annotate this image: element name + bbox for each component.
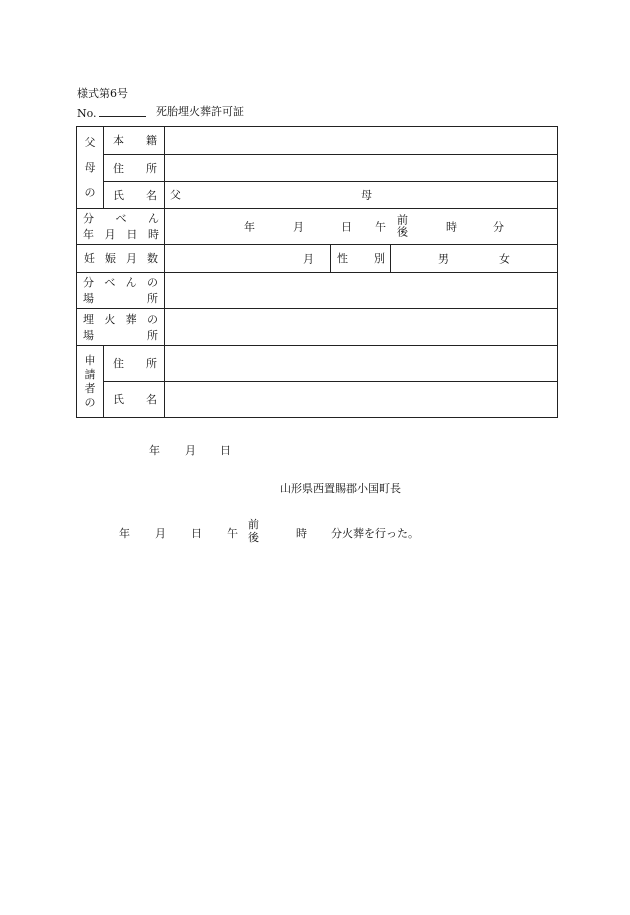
birth-day-unit: 日 [341,220,352,233]
issue-day-unit: 日 [220,444,231,457]
applicant-name-row [77,382,558,418]
cremation-place-row [77,309,558,346]
parents-domicile-field[interactable] [165,127,558,155]
sex-female-option[interactable]: 女 [499,252,510,265]
birth-datetime-field[interactable] [165,209,558,245]
birth-noon-unit: 午 [375,220,386,233]
applicant-name-field[interactable] [165,382,558,418]
sex-male-option[interactable]: 男 [438,252,449,265]
parents-domicile-label: 本 籍 [104,127,165,155]
permit-form-table [76,126,558,418]
parents-address-label: 住 所 [104,155,165,182]
birth-month-unit: 月 [293,220,304,233]
birth-place-row [77,273,558,309]
issue-year-unit: 年 [149,444,160,457]
father-label: 父 [170,188,181,202]
birth-hour-unit: 時 [446,220,457,233]
parents-address-field[interactable] [165,155,558,182]
permit-number [77,106,146,119]
issue-month-unit: 月 [185,444,196,457]
gestation-row [77,245,558,273]
gestation-label: 妊 娠 月 数 [77,245,165,273]
birth-am-pm: 前 後 [397,212,408,239]
applicant-address-row [77,346,558,382]
note-am-pm: 前 後 [248,518,259,544]
birth-place-field[interactable] [165,273,558,309]
note-year-unit: 年 [119,527,130,540]
gestation-months-field[interactable] [165,245,331,273]
birth-place-label: 分 べ ん の 場 所 [77,273,165,309]
document-title: 死胎埋火葬許可証 [156,105,244,118]
gestation-month-unit: 月 [303,252,314,265]
birth-datetime-row [77,209,558,245]
applicant-name-label: 氏 名 [104,382,165,418]
birth-datetime-label: 分 べ ん 年 月 日 時 [77,209,165,245]
note-noon-unit: 午 [227,527,238,540]
note-month-unit: 月 [155,527,166,540]
parents-group-label: 父 母 の [77,127,104,209]
sex-field[interactable] [391,245,558,273]
sex-label: 性 別 [331,245,391,273]
parents-name-field[interactable] [165,182,558,209]
note-hour-unit: 時 [296,527,307,540]
birth-year-unit: 年 [244,220,255,233]
parents-address-row [77,155,558,182]
note-day-unit: 日 [191,527,202,540]
mother-label: 母 [361,188,372,202]
applicant-group-label: 申 請 者 の [77,346,104,418]
applicant-address-label: 住 所 [104,346,165,382]
parents-domicile-row [77,127,558,155]
applicant-address-field[interactable] [165,346,558,382]
permit-number-label: No. [77,107,97,120]
cremation-place-label: 埋 火 葬 の 場 所 [77,309,165,346]
note-suffix: 分火葬を行った。 [331,527,419,540]
parents-name-label: 氏 名 [104,182,165,209]
issuer-name: 山形県西置賜郡小国町長 [280,482,401,495]
permit-number-blank[interactable] [99,106,146,117]
cremation-place-field[interactable] [165,309,558,346]
birth-minute-unit: 分 [493,220,504,233]
parents-name-row [77,182,558,209]
form-number: 様式第6号 [77,87,128,100]
